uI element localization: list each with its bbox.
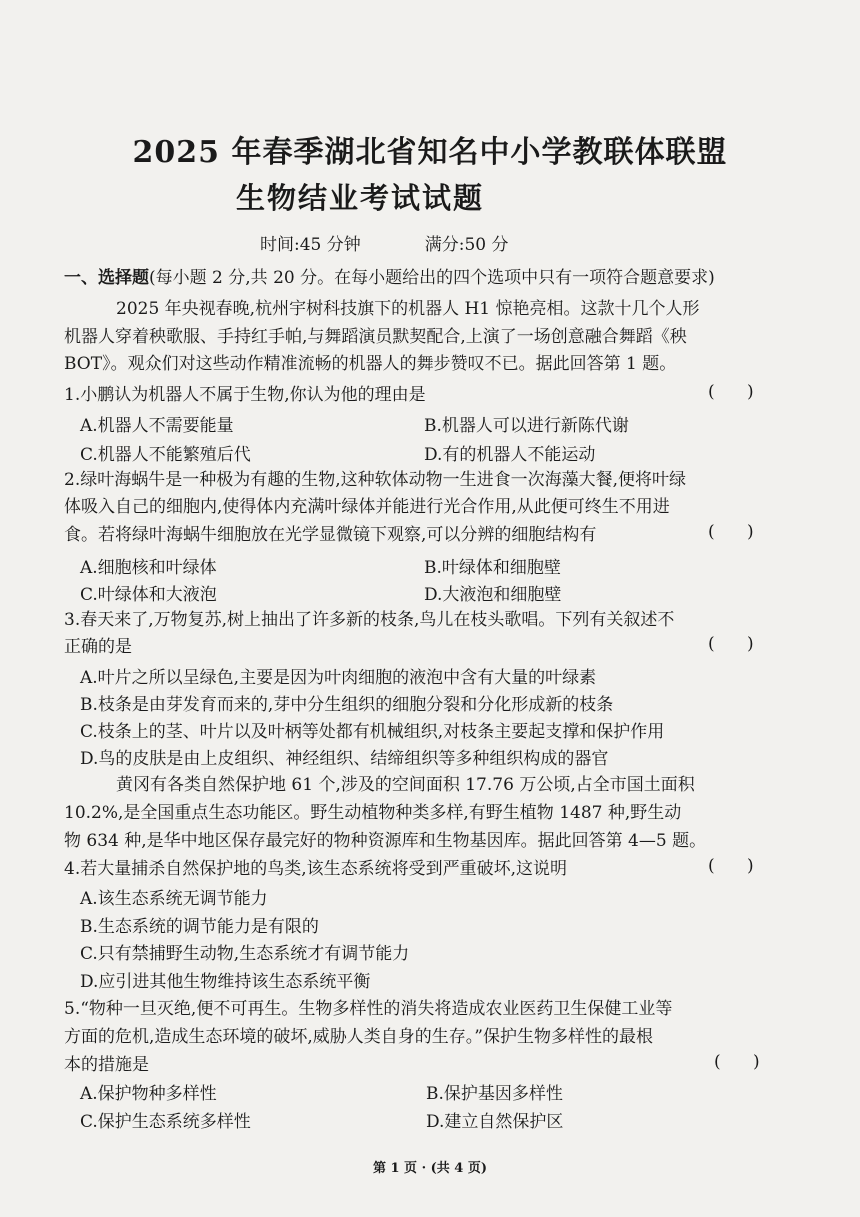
q3-option-d: D.鸟的皮肤是由上皮组织、神经组织、结缔组织等多种组织构成的器官 xyxy=(80,749,609,769)
q2-option-d: D.大液泡和细胞壁 xyxy=(424,585,562,605)
q1-option-a: A.机器人不需要能量 xyxy=(80,416,234,436)
q5-answer-paren: ( ) xyxy=(714,1052,760,1072)
q2-stem: 2.绿叶海蜗牛是一种极为有趣的生物,这种软体动物一生进食一次海藻大餐,便将叶绿 xyxy=(64,470,687,490)
q4-answer-paren: ( ) xyxy=(708,856,754,876)
q5-option-a: A.保护物种多样性 xyxy=(80,1084,217,1104)
passage2-line: 黄冈有各类自然保护地 61 个,涉及的空间面积 17.76 万公顷,占全市国土面积 xyxy=(116,775,695,795)
q5-stem: 方面的危机,造成生态环境的破坏,威胁人类自身的生存。”保护生物多样性的最根 xyxy=(64,1027,653,1047)
passage1-line: BOT》。观众们对这些动作精准流畅的机器人的舞步赞叹不已。据此回答第 1 题。 xyxy=(64,354,677,374)
exam-meta xyxy=(260,230,573,255)
passage2-line: 10.2%,是全国重点生态功能区。野生动植物种类多样,有野生植物 1487 种,野生动 xyxy=(64,803,682,823)
q2-stem: 食。若将绿叶海蜗牛细胞放在光学显微镜下观察,可以分辨的细胞结构有 xyxy=(64,525,597,545)
q4-option-d: D.应引进其他生物维持该生态系统平衡 xyxy=(80,972,371,992)
q1-option-c: C.机器人不能繁殖后代 xyxy=(80,445,251,465)
q5-stem: 本的措施是 xyxy=(64,1055,149,1075)
exam-time: 时间:45 分钟 xyxy=(260,235,361,255)
q3-stem: 3.春天来了,万物复苏,树上抽出了许多新的枝条,鸟儿在枝头歌唱。下列有关叙述不 xyxy=(64,610,675,630)
q2-option-c: C.叶绿体和大液泡 xyxy=(80,585,217,605)
q5-option-d: D.建立自然保护区 xyxy=(426,1112,564,1132)
q2-option-b: B.叶绿体和细胞壁 xyxy=(424,558,561,578)
q3-stem: 正确的是 xyxy=(64,637,132,657)
q1-stem: 1.小鹏认为机器人不属于生物,你认为他的理由是 xyxy=(64,385,426,405)
q4-option-c: C.只有禁捕野生动物,生态系统才有调节能力 xyxy=(80,944,410,964)
q1-answer-paren: ( ) xyxy=(708,382,754,402)
q2-answer-paren: ( ) xyxy=(708,522,754,542)
q3-answer-paren: ( ) xyxy=(708,634,754,654)
exam-subtitle: 生物结业考试试题 xyxy=(235,181,484,215)
q5-stem: 5.“物种一旦灭绝,便不可再生。生物多样性的消失将造成农业医药卫生保健工业等 xyxy=(64,999,673,1019)
exam-score: 满分:50 分 xyxy=(424,235,509,255)
q3-option-b: B.枝条是由芽发育而来的,芽中分生组织的细胞分裂和分化形成新的枝条 xyxy=(80,695,614,715)
q1-option-d: D.有的机器人不能运动 xyxy=(424,445,596,465)
q4-option-b: B.生态系统的调节能力是有限的 xyxy=(80,917,319,937)
q4-stem: 4.若大量捕杀自然保护地的鸟类,该生态系统将受到严重破坏,这说明 xyxy=(64,859,568,879)
q3-option-a: A.叶片之所以呈绿色,主要是因为叶肉细胞的液泡中含有大量的叶绿素 xyxy=(80,668,597,688)
q1-option-b: B.机器人可以进行新陈代谢 xyxy=(424,416,629,436)
q2-option-a: A.细胞核和叶绿体 xyxy=(80,558,217,578)
q5-option-b: B.保护基因多样性 xyxy=(426,1084,563,1104)
exam-title: 2025 年春季湖北省知名中小学教联体联盟 xyxy=(132,135,728,170)
q3-option-c: C.枝条上的茎、叶片以及叶柄等处都有机械组织,对枝条主要起支撑和保护作用 xyxy=(80,722,665,742)
q2-stem: 体吸入自己的细胞内,使得体内充满叶绿体并能进行光合作用,从此便可终生不用进 xyxy=(64,497,670,517)
passage1-line: 2025 年央视春晚,杭州宇树科技旗下的机器人 H1 惊艳亮相。这款十几个人形 xyxy=(116,299,700,319)
q5-option-c: C.保护生态系统多样性 xyxy=(80,1112,251,1132)
passage2-line: 物 634 种,是华中地区保存最完好的物种资源库和生物基因库。据此回答第 4—5 题。 xyxy=(64,831,707,851)
q4-option-a: A.该生态系统无调节能力 xyxy=(80,889,268,909)
section-title: 一、选择题 xyxy=(64,268,149,288)
section-note: (每小题 2 分,共 20 分。在每小题给出的四个选项中只有一项符合题意要求) xyxy=(149,268,715,288)
passage1-line: 机器人穿着秧歌服、手持红手帕,与舞蹈演员默契配合,上演了一场创意融合舞蹈《秧 xyxy=(64,327,687,347)
page-footer: 第 1 页 · (共 4 页) xyxy=(372,1161,488,1176)
section-heading xyxy=(64,265,715,291)
